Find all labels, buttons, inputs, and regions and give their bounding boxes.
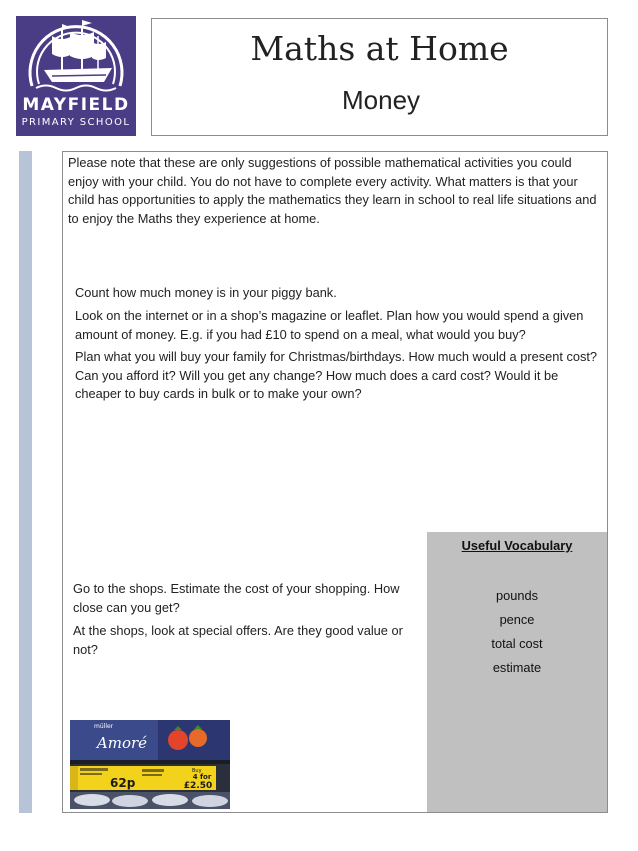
vocabulary-list [427,584,607,680]
photo-brand: Amoré [96,734,148,752]
activity-piggy-bank: Count how much money is in your piggy bank. [75,285,337,300]
photo-offer-top: Buy [192,768,202,774]
activity-plan-spending: Look on the internet or in a shop’s magazine or leaflet. Plan how you would spend a given amount of money. E.g. if you had £10 to spend on a meal, what would you buy? [75,308,584,342]
activity-estimate-shopping: Go to the shops. Estimate the cost of your shopping. How close can you get? [73,581,400,615]
activity-plan-presents: Plan what you will buy your family for Christmas/birthdays. How much would a present cost? Can you afford it? Will you get any change? How much does a card cost? Would it be cheaper to buy cards in bulk or to make your own? [75,349,598,402]
vocabulary-item: pence [499,612,535,627]
special-offer-photo [70,720,230,809]
strawberry-icon [189,729,207,747]
logo-school-type: PRIMARY SCHOOL [21,117,131,128]
accent-bar [19,151,32,813]
svg-text:müller: müller [94,723,114,730]
photo-offer-mid: 4 for [192,773,212,781]
strawberry-icon [168,730,188,750]
page-subtitle: Money [342,85,421,115]
logo-school-name: MAYFIELD [22,95,130,115]
ship-icon [16,16,136,96]
school-logo [16,16,136,136]
vocabulary-item: estimate [492,660,542,675]
title-box [151,18,608,136]
photo-offer-price: £2.50 [183,781,213,791]
vocabulary-item: pounds [496,588,538,603]
vocabulary-title: Useful Vocabulary [461,538,573,553]
vocabulary-item: total cost [491,636,543,651]
vocabulary-panel [427,532,607,812]
intro-paragraph: Please note that these are only suggestions of possible mathematical activities you could enjoy with your child. You do not have to complete every activity. What matters is that your child has opportunities to apply the mathematics they learn in school to real life situations and to enjoy the Maths they experience at home. [68,155,597,226]
activity-special-offers: At the shops, look at special offers. Are they good value or not? [73,623,403,657]
photo-price: 62p [110,776,136,790]
page-title: Maths at Home [250,29,509,68]
